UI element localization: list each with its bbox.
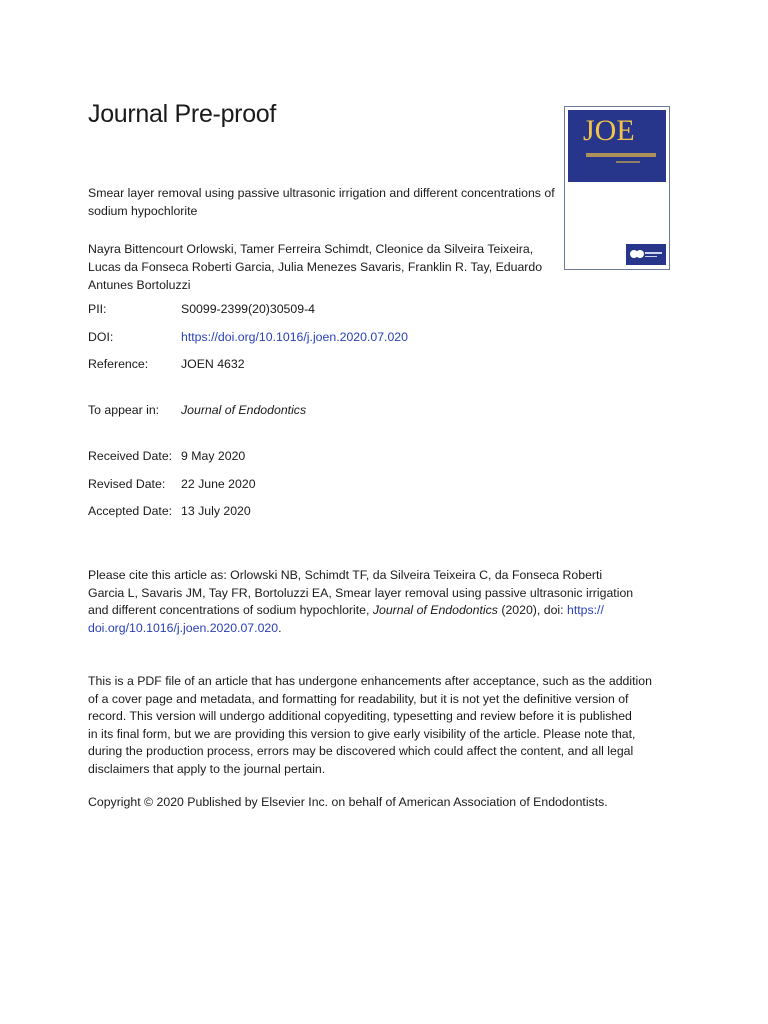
- article-title: [88, 184, 568, 220]
- pii-label: PII:: [88, 302, 107, 316]
- citation-text: (2020), doi:: [497, 603, 567, 617]
- received-label: Received Date:: [88, 449, 173, 463]
- author-list: [88, 240, 558, 294]
- citation-line: [88, 620, 666, 638]
- cover-band: [568, 110, 666, 182]
- doi-label: DOI:: [88, 330, 114, 344]
- citation-line: [88, 602, 666, 620]
- notice-line: This is a PDF file of an article that has undergone enhancements after acceptance, such as the addition: [88, 674, 652, 688]
- revised-value: 22 June 2020: [181, 477, 256, 491]
- cover-subtitle-graphic: [586, 153, 656, 157]
- accepted-value: 13 July 2020: [181, 504, 251, 518]
- notice-line: during the production process, errors may be discovered which could affect the content, and all legal: [88, 744, 634, 758]
- revised-label: Revised Date:: [88, 477, 166, 491]
- citation-text: .: [278, 620, 282, 635]
- author-line: Lucas da Fonseca Roberti Garcia, Julia Menezes Savaris, Franklin R. Tay, Eduardo: [88, 260, 543, 274]
- notice-paragraph: [88, 673, 666, 778]
- citation-text: and different concentrations of sodium hypochlorite,: [88, 603, 373, 617]
- doi-link[interactable]: https://doi.org/10.1016/j.joen.2020.07.020: [181, 330, 408, 344]
- cover-subtitle-graphic: [616, 161, 640, 163]
- notice-line: disclaimers that apply to the journal pertain.: [88, 761, 326, 776]
- cover-journal-abbrev: JOE: [583, 114, 635, 147]
- elsevier-logo-icon: [626, 244, 666, 265]
- page-title: Journal Pre-proof: [88, 100, 277, 128]
- notice-line: of a cover page and metadata, and formatting for readability, but it is not yet the definitive version of: [88, 691, 629, 706]
- citation-journal: Journal of Endodontics: [372, 603, 498, 617]
- accepted-label: Accepted Date:: [88, 504, 173, 518]
- notice-line: record. This version will undergo additional copyediting, typesetting and review before it is published: [88, 709, 632, 723]
- author-line: Antunes Bortoluzzi: [88, 278, 191, 292]
- reference-value: JOEN 4632: [181, 357, 245, 371]
- reference-label: Reference:: [88, 357, 149, 371]
- citation-doi-link[interactable]: https://: [566, 603, 604, 617]
- article-title-line: sodium hypochlorite: [88, 204, 198, 218]
- author-line: Nayra Bittencourt Orlowski, Tamer Ferreira Schimdt, Cleonice da Silveira Teixeira,: [88, 242, 534, 256]
- citation-paragraph: [88, 567, 666, 637]
- article-title-line: Smear layer removal using passive ultrasonic irrigation and different concentrations of: [88, 186, 555, 200]
- pii-value: S0099-2399(20)30509-4: [181, 302, 316, 316]
- appear-value: Journal of Endodontics: [181, 403, 307, 417]
- received-value: 9 May 2020: [181, 449, 246, 463]
- citation-line: Please cite this article as: Orlowski NB, Schimdt TF, da Silveira Teixeira C, da Fonseca Roberti: [88, 568, 603, 582]
- journal-cover-thumbnail: [564, 106, 670, 270]
- citation-doi-link[interactable]: doi.org/10.1016/j.joen.2020.07.020: [88, 620, 279, 635]
- citation-line: Garcia L, Savaris JM, Tay FR, Bortoluzzi EA, Smear layer removal using passive ultrasonic irrigation: [88, 585, 634, 600]
- copyright-notice: Copyright © 2020 Published by Elsevier Inc. on behalf of American Association of Endodontists.: [88, 795, 608, 809]
- appear-label: To appear in:: [88, 403, 160, 417]
- notice-line: in its final form, but we are providing this version to give early visibility of the article. Please note that,: [88, 726, 636, 741]
